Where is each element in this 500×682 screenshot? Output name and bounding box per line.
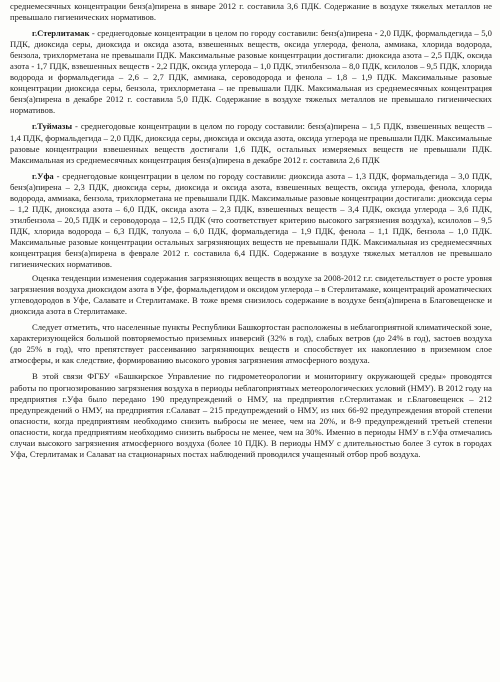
paragraph-nmu bbox=[10, 371, 492, 459]
paragraph-climate bbox=[10, 322, 492, 366]
paragraph-intro-text: среднемесячных концентрации бенз(а)пирена в январе 2012 г. составила 3,6 ПДК. Содержание в воздухе тяжелых металлов не превышало гигиенических нормативов. bbox=[10, 1, 492, 23]
paragraph-intro bbox=[10, 1, 492, 23]
paragraph-tuymazy-text: - среднегодовые концентрации в целом по городу составили: бенз(а)пирена – 1,5 ПДК, взвешенных веществ – 1,4 ПДК, формальдегида – 2,0 ПДК, диоксида серы, диоксида и оксида азота, оксида углерода не превышали ПДК. Максимальные разовые концентрации взвешенных веществ достигали 1,6 ПДК, остальных измеряемых веществ не превышали ПДК. Максимальная из среднемесячных концентрация бенз(а)пирена в декабре 2012 г. составила 2,6 ПДК bbox=[10, 121, 492, 165]
city-heading-sterlitamak: г.Стерлитамак bbox=[32, 28, 90, 39]
paragraph-climate-text: Следует отметить, что населенные пункты Республики Башкортостан расположены в неблагоприятной климатической зоне, характеризующейся большой повторяемостью приземных инверсий (32% в год), слабых ветров (до 24% в год), застоев воздуха (до 25% в год), что препятствует рассеиванию загрязняющих веществ и способствует их накоплению в приземном слое атмосферы, и как следствие, формированию высокого уровня загрязнения атмосферного воздуха. bbox=[10, 322, 492, 366]
paragraph-trend bbox=[10, 273, 492, 317]
paragraph-sterlitamak bbox=[10, 28, 492, 116]
paragraph-sterlitamak-text: - среднегодовые концентрации в целом по городу составили: бенз(а)пирена - 2,0 ПДК, формальдегида – 5,0 ПДК, диоксида серы, диоксида и оксида азота, взвешенных веществ, оксида углерода, фенола, аммиака, хлорида водорода, бензола, трихлорметана не превышали ПДК. Максимальные разовые концентрации достигали: диоксида азота – 2,5 ПДК, оксида азота - 1,7 ПДК, взвешенных веществ - 2,2 ПДК, оксида углерода – 1,0 ПДК, этилбензола – 8,0 ПДК, ксилолов – 9,5 ПДК, хлорида водорода и формальдегида – 2,6 – 2,7 ПДК, аммиака, сероводорода и фенола – 1,8 – 1,9 ПДК. Максимальные разовые концентрации диоксида серы, бензола, трихлорметана – не превышали ПДК. Максимальная из среднемесячных концентрация бенз(а)пирена в декабре 2012 г. составила 5,0 ПДК. Содержание в воздухе тяжелых металлов не превышало гигиенических нормативов. bbox=[10, 28, 492, 116]
paragraph-ufa-text: - среднегодовые концентрации в целом по городу составили: диоксида азота – 1,3 ПДК, формальдегида – 3,0 ПДК, бенз(а)пирена – 2,3 ПДК, диоксида серы, диоксида и оксида азота, взвешенных веществ, оксида углерода, фенола, хлорида водорода, аммиака, бензола, трихлорметана не превышали ПДК. Максимальные разовые концентрации достигали: диоксида серы – 1,2 ПДК, диоксида азота – 6,0 ПДК, оксида азота – 2,3 ПДК, взвешенных веществ – 3,4 ПДК, оксида углерода – 3,6 ПДК, этилбензола – 20,5 ПДК и сероводорода – 12,5 ПДК (что соответствует критерию высокого загрязнения воздуха), ксилолов – 9,5 ПДК, хлорида водорода – 6,3 ПДК, толуола – 6,0 ПДК, формальдегида – 1,9 ПДК, фенола – 1,1 ПДК, бензола – 1,0 ПДК. Максимальные разовые концентрации остальных загрязняющих веществ не превышали ПДК. Максимальная из среднемесячных концентрация бенз(а)пирена в феврале 2012 г. составила 6,4 ПДК. Содержание в воздухе тяжелых металлов не превышало гигиенических нормативов. bbox=[10, 170, 492, 270]
city-heading-tuymazy: г.Туймазы bbox=[32, 121, 73, 132]
paragraph-ufa bbox=[10, 171, 492, 270]
paragraph-tuymazy bbox=[10, 121, 492, 165]
paragraph-nmu-text: В этой связи ФГБУ «Башкирское Управление по гидрометеорологии и мониторингу окружающей среды» проводятся работы по прогнозированию загрязнения воздуха в периоды неблагоприятных метеорологических условий (НМУ). В 2012 году на предприятия г.Уфа было передано 190 предупреждений о НМУ, на предприятия г.Стерлитамак и г.Благовещенск – 212 предупреждений о НМУ, на предприятия г.Салават – 215 предупреждений о НМУ, из них 66-92 предупреждения второй степени опасности, когда предприятиям необходимо снизить выбросы не менее, чем на 20%, и 8-9 предупреждений третьей степени опасности, когда предприятиям необходимо снизить выбросы не менее, чем на 30%. Именно в периоды НМУ в г.Уфа отмечались случаи высокого загрязнения атмосферного воздуха (более 10 ПДК). В периоды НМУ с длительностью более 3 суток в городах Уфа, Стерлитамак и Салават на стационарных постах наблюдений проводился учащенный отбор проб воздуха. bbox=[10, 371, 492, 459]
city-heading-ufa: г.Уфа bbox=[32, 170, 54, 181]
paragraph-trend-text: Оценка тенденции изменения содержания загрязняющих веществ в воздухе за 2008-2012 г.г. свидетельствует о росте уровня загрязнения воздуха диоксидом азота в Уфе, формальдегидом и оксидом углерода – в Стерлитамаке, концентраций ароматических углеводородов в Уфе, Салавате и Стерлитамаке. В тоже время снизилось содержание в воздухе бенз(а)пирена в Благовещенске и диоксида азота в Стерлитамаке. bbox=[10, 273, 492, 317]
